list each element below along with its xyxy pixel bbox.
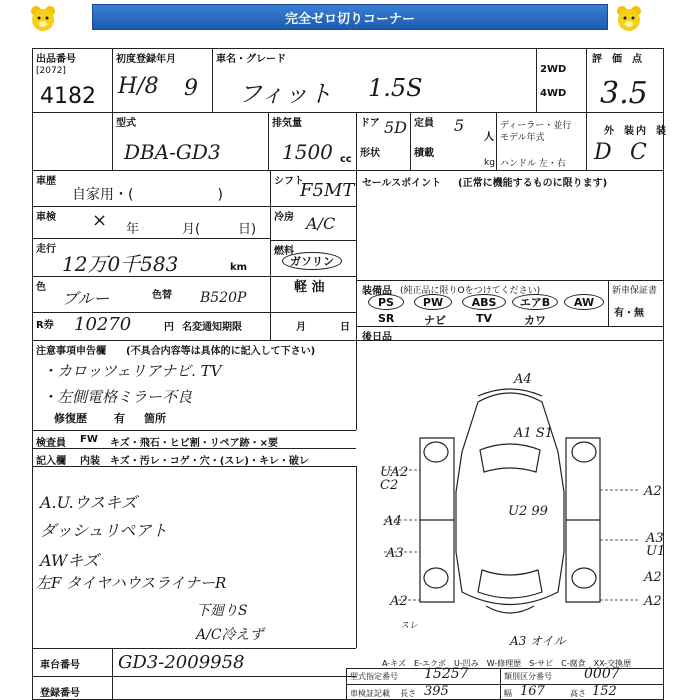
- capacity-value: 5: [454, 116, 465, 135]
- diagram-mark-right-front: A2: [644, 484, 662, 499]
- name-change-month: 月: [296, 322, 306, 333]
- color-code-value: B520P: [200, 290, 247, 306]
- equip-tv: TV: [476, 312, 493, 325]
- interior-value: C: [630, 140, 647, 165]
- name-change-day: 日: [340, 322, 350, 333]
- sales-point-sub: (正常に機能するものに限ります): [458, 178, 608, 189]
- fuel-label: 燃料: [274, 246, 294, 257]
- model-value: DBA-GD3: [124, 140, 221, 164]
- inspection-day: 日): [238, 222, 257, 237]
- inspector-label: 検査員: [36, 438, 66, 449]
- guarantee-label: 新車保証書: [612, 286, 658, 296]
- lot-sub: [2072]: [36, 66, 66, 76]
- diagram-mark-right-rear: A2: [644, 570, 662, 585]
- color-label: 色: [36, 282, 46, 293]
- diagram-mark-rear-bumper: A3 オイル: [510, 634, 566, 648]
- color-value: ブルー: [62, 289, 110, 308]
- diagram-legend: A-キズ E-エクボ U-凹み W-修理歴 S-サビ C-腐食 XX-交換歴: [382, 659, 632, 668]
- repair-part: 箇所: [144, 412, 166, 425]
- inspection-year: 年: [126, 222, 140, 237]
- mileage-label: 走行: [36, 244, 56, 255]
- interior-label: 内 装: [636, 126, 666, 137]
- mileage-value: 12万0千583: [62, 252, 179, 276]
- score-value: 3.5: [600, 76, 648, 111]
- diagram-mark-right-quarter: A2: [644, 594, 662, 609]
- class-value: 0007: [584, 666, 620, 682]
- chassis-label: 車台番号: [40, 660, 80, 671]
- displacement-value: 1500: [282, 140, 333, 164]
- banner: [0, 0, 700, 40]
- aircon-value: A/C: [306, 214, 336, 233]
- inspector-note-2: ダッシュリペアト: [40, 521, 168, 540]
- fuel-diesel: 軽 油: [294, 280, 325, 295]
- length-value: 395: [424, 684, 449, 699]
- color-code-label: 色替: [152, 290, 172, 301]
- drive-4wd: 4WD: [540, 88, 567, 99]
- cert-value: 15257: [424, 666, 469, 682]
- model-year-label: モデル年式: [500, 133, 545, 143]
- lot-number: 4182: [40, 84, 96, 109]
- kg-unit: kg: [484, 158, 495, 168]
- diagram-mark-roof: U2 99: [508, 504, 548, 519]
- model-label: 型式: [116, 118, 136, 129]
- yen-unit: 円: [164, 322, 174, 333]
- equip-pw: PW: [414, 294, 452, 310]
- repair-value: 有: [114, 412, 125, 425]
- class-label: 類別区分番号: [504, 672, 552, 681]
- lot-label: 出品番号: [36, 54, 76, 65]
- recycle-value: 10270: [74, 314, 132, 335]
- exterior-label: 外 装: [604, 126, 634, 137]
- diagram-mark-left-rear: A2: [390, 594, 408, 609]
- bear-mascot-icon: [614, 4, 644, 34]
- equip-aw: AW: [564, 294, 604, 310]
- shape-label: 形状: [360, 148, 380, 159]
- equip-sr: SR: [378, 312, 395, 325]
- inspector-note-3: AWキズ: [40, 551, 100, 570]
- bear-mascot-icon: [28, 4, 58, 34]
- inspector-row2: キズ・汚レ・コゲ・穴・(スレ)・キレ・破レ: [110, 456, 309, 467]
- height-value: 152: [592, 684, 617, 699]
- notes-line-1: ・カロッツェリアナビ. TV: [42, 362, 222, 380]
- shift-label: シフト: [274, 176, 304, 187]
- chassis-value: GD3-2009958: [118, 652, 245, 673]
- recycle-label: R券: [36, 320, 54, 331]
- diagram-mark-left-door-rear: A3: [386, 546, 404, 561]
- exterior-value: D: [594, 140, 612, 165]
- score-label: 評 価 点: [592, 54, 642, 65]
- diagram-mark-scuff: スレ: [400, 621, 419, 631]
- repair-label: 修復歴: [54, 412, 87, 425]
- handle-label: ハンドル 左・右: [500, 159, 566, 169]
- inspector-row1: キズ・飛石・ヒビ割・リペア跡・×要: [110, 438, 278, 449]
- reporter-label: 後日品: [362, 332, 392, 343]
- car-name: フィット: [238, 80, 333, 108]
- door-value: 5D: [384, 118, 408, 137]
- equip-airbag: エアB: [512, 294, 558, 310]
- registration-label: 登録番号: [40, 688, 80, 699]
- height-label: 高さ: [570, 689, 586, 698]
- original-label: 車検証記載: [350, 689, 390, 698]
- inspector-note-6: A/C冷えず: [196, 627, 264, 643]
- notes-sub: (不具合内容等は具体的に記入して下さい): [126, 346, 316, 357]
- capacity-label: 定員: [414, 118, 434, 129]
- inspector-note-1: A.U.ウスキズ: [40, 493, 137, 512]
- equipment-label: 装備品: [362, 286, 392, 297]
- cc-unit: cc: [340, 154, 352, 165]
- equip-abs: ABS: [462, 294, 506, 310]
- reg-month: 9: [184, 76, 198, 101]
- reg-year: H/8: [118, 74, 159, 99]
- width-value: 167: [520, 684, 545, 699]
- diagram-mark-right-door: A3 U1: [646, 531, 666, 559]
- equipment-sub: (純正品に限りOをつけてください): [400, 286, 541, 296]
- diagram-mark-hood: A1 S1: [514, 426, 553, 441]
- usage-label: 車歴: [36, 176, 56, 187]
- diagram-mark-front: A4: [514, 372, 532, 387]
- entry-label: 記入欄: [36, 456, 66, 467]
- sales-point-label: セールスポイント: [362, 178, 442, 189]
- inspector-note-4: 左F タイヤハウスライナーR: [36, 574, 227, 592]
- notes-label: 注意事項申告欄: [36, 346, 106, 357]
- inspection-label: 車検: [36, 212, 56, 223]
- aircon-label: 冷房: [274, 212, 294, 223]
- equip-navi: ナビ: [424, 314, 446, 327]
- load-label: 積載: [414, 148, 434, 159]
- banner-title: 完全ゼロ切りコーナー: [92, 4, 608, 30]
- km-unit: km: [230, 262, 248, 273]
- inspection-month: 月(: [182, 222, 201, 237]
- inspector-note-5: 下廻りS: [196, 603, 248, 619]
- equip-ps: PS: [368, 294, 404, 310]
- cert-label: 型式指定番号: [350, 672, 398, 681]
- width-label: 幅: [504, 689, 512, 698]
- fuel-gasoline: ガソリン: [282, 252, 342, 270]
- shift-value: F5MT: [300, 180, 355, 201]
- diagram-mark-left-fender: UA2 C2: [380, 465, 409, 493]
- dealer-label: ディーラー・並行: [500, 121, 572, 131]
- car-grade: 1.5S: [368, 74, 423, 102]
- notes-line-2: ・左側電格ミラー不良: [42, 388, 193, 406]
- guarantee-value: 有・無: [614, 308, 644, 319]
- name-change-label: 名変通知期限: [182, 322, 242, 333]
- inspector-fw: FW: [80, 434, 98, 445]
- drive-2wd: 2WD: [540, 64, 567, 75]
- diagram-mark-left-door-front: A4: [384, 514, 402, 529]
- displacement-label: 排気量: [272, 118, 302, 129]
- name-label: 車名・グレード: [216, 54, 286, 65]
- inspection-year-mark: ×: [92, 210, 108, 231]
- door-label: ドア: [360, 118, 380, 129]
- inspector-interior: 内装: [80, 456, 100, 467]
- person-unit: 人: [484, 132, 494, 143]
- equip-leather: カワ: [524, 314, 546, 327]
- usage-value: 自家用・( ): [72, 187, 223, 203]
- length-label: 長さ: [400, 689, 416, 698]
- reg-label: 初度登録年月: [116, 54, 176, 65]
